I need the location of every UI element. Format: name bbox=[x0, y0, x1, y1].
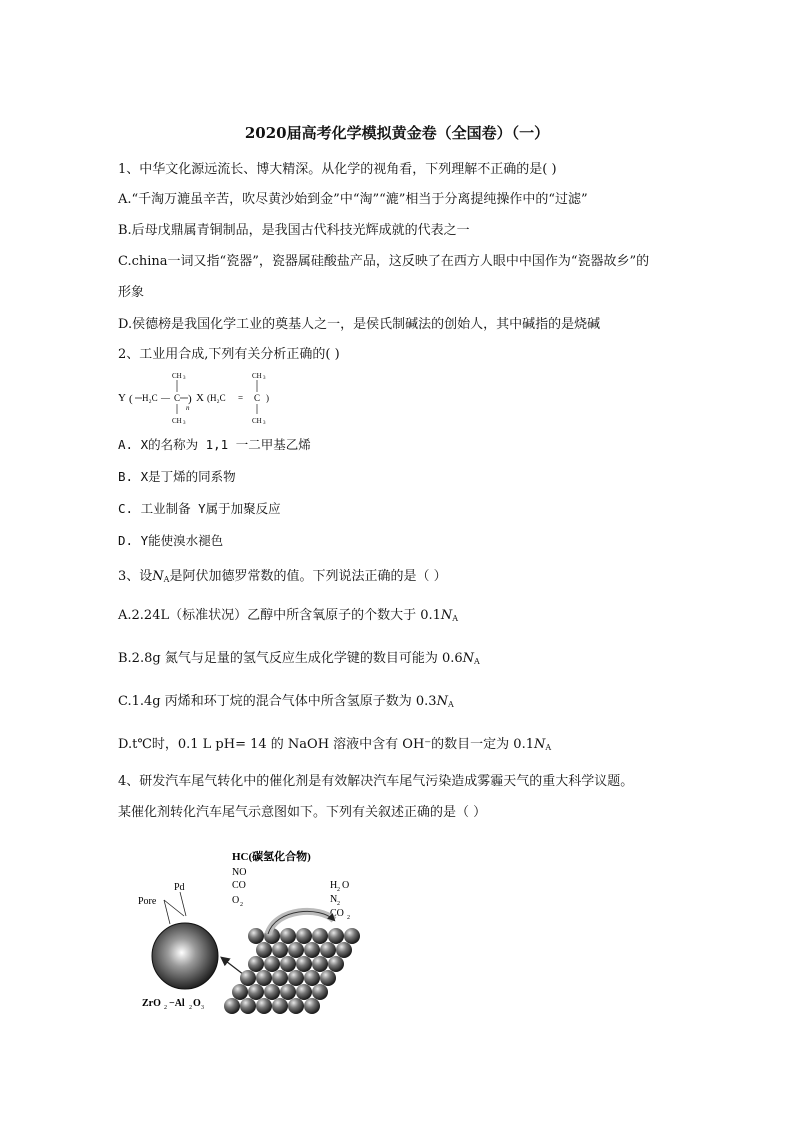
question-3-option-b bbox=[118, 647, 480, 666]
label-hydrocarbon: HC(碳氢化合物) bbox=[232, 851, 311, 863]
polymer-monomer-formula bbox=[116, 368, 296, 426]
page-title: 2020届高考化学模拟黄金卷（全国卷）（一） bbox=[244, 124, 550, 142]
surface-atom bbox=[248, 956, 264, 972]
surface-atom bbox=[328, 928, 344, 944]
formula-ch3-top-sub: 3 bbox=[183, 376, 186, 381]
label-support: ZrO bbox=[142, 998, 161, 1009]
label-h2o-subscript: 2 bbox=[337, 887, 340, 893]
question-3-option-a-text: A.2.24L（标准状况）乙醇中所含氧原子的个数大于 0.1 bbox=[118, 608, 441, 623]
catalyst-particle bbox=[152, 923, 218, 989]
label-co2-subscript: 2 bbox=[347, 915, 350, 921]
pd-pointer-line bbox=[180, 892, 186, 916]
surface-atom bbox=[232, 984, 248, 1000]
formula-ch3-bottom: CH bbox=[172, 417, 182, 425]
surface-atom bbox=[240, 970, 256, 986]
surface-atom bbox=[224, 998, 240, 1014]
surface-atom bbox=[280, 956, 296, 972]
label-support-sub-zro2: 2 bbox=[164, 1005, 167, 1011]
question-1-option-c-continued: 形象 bbox=[118, 285, 145, 300]
surface-atom bbox=[280, 928, 296, 944]
label-no: NO bbox=[232, 867, 247, 878]
surface-atom bbox=[336, 942, 352, 958]
label-support-sub-o3: 3 bbox=[201, 1005, 204, 1011]
label-h2o-o: O bbox=[342, 880, 350, 891]
question-3-stem-suffix: 是阿伏加德罗常数的值。下列说法正确的是（ ） bbox=[169, 569, 447, 584]
question-2-option-a: A. X的名称为 1,1 一二甲基乙烯 bbox=[118, 437, 311, 452]
label-o2: O bbox=[232, 895, 240, 906]
question-1-option-b: B.后母戊鼎属青铜制品，是我国古代科技光辉成就的代表之一 bbox=[118, 223, 470, 238]
formula-c-monomer: C bbox=[254, 393, 261, 403]
question-3-stem-prefix: 3、设 bbox=[118, 569, 153, 584]
question-2-option-b: B. X是丁烯的同系物 bbox=[118, 469, 236, 484]
label-co: CO bbox=[232, 880, 246, 891]
surface-atom bbox=[344, 928, 360, 944]
avogadro-subscript: A bbox=[447, 700, 454, 709]
label-support-al: −Al bbox=[169, 998, 185, 1009]
surface-atom bbox=[312, 956, 328, 972]
label-o2-subscript: 2 bbox=[240, 902, 243, 908]
question-2-stem: 2、工业用合成,下列有关分析正确的( ) bbox=[118, 347, 340, 362]
formula-ch3-top: CH bbox=[172, 372, 182, 380]
catalyst-diagram bbox=[130, 846, 370, 1026]
formula-x: X bbox=[196, 392, 204, 404]
surface-atom bbox=[264, 984, 280, 1000]
surface-atom bbox=[272, 998, 288, 1014]
label-co2: CO bbox=[330, 908, 344, 919]
question-3-option-c bbox=[118, 690, 454, 709]
label-support-o: O bbox=[193, 998, 201, 1009]
surface-atom bbox=[304, 970, 320, 986]
surface-atom bbox=[272, 942, 288, 958]
surface-atom bbox=[272, 970, 288, 986]
question-3-stem bbox=[118, 565, 447, 584]
question-3-option-b-text: B.2.8g 氮气与足量的氢气反应生成化学键的数目可能为 0.6 bbox=[118, 651, 463, 666]
surface-atom bbox=[296, 984, 312, 1000]
formula-bracket-left: ( bbox=[129, 393, 133, 405]
surface-atom bbox=[296, 928, 312, 944]
formula-monomer: (H₂C bbox=[207, 393, 226, 403]
question-3-option-d-text: D.t℃时，0.1 L pH= 14 的 NaOH 溶液中含有 OH⁻的数目一定为 0.1 bbox=[118, 737, 534, 752]
formula-c-center: C bbox=[174, 393, 181, 403]
formula-ch3-bottom-sub: 3 bbox=[183, 421, 186, 426]
question-1-stem: 1、中华文化源远流长、博大精深。从化学的视角看，下列理解不正确的是( ) bbox=[118, 162, 557, 177]
formula-ch3-bottom-monomer-sub: 3 bbox=[263, 421, 266, 426]
label-n2-subscript: 2 bbox=[337, 901, 340, 907]
question-1-option-c: C.china一词又指“瓷器”，瓷器属硅酸盐产品，这反映了在西方人眼中中国作为“瓷器故乡”的 bbox=[118, 254, 650, 269]
question-3-option-a bbox=[118, 604, 458, 623]
label-pore: Pore bbox=[138, 896, 157, 907]
formula-ch3-bottom-monomer: CH bbox=[252, 417, 262, 425]
question-3-option-d bbox=[118, 733, 551, 752]
question-1-option-a: A.“千淘万漉虽辛苦，吹尽黄沙始到金”中“淘”“漉”相当于分离提纯操作中的“过滤” bbox=[118, 192, 588, 207]
formula-n: n bbox=[186, 404, 190, 412]
avogadro-symbol: N bbox=[436, 694, 448, 709]
catalyst-surface-pile bbox=[224, 928, 360, 1014]
formula-ch3-top-monomer: CH bbox=[252, 372, 262, 380]
avogadro-symbol: N bbox=[533, 737, 546, 752]
question-3-option-c-text: C.1.4g 丙烯和环丁烷的混合气体中所含氢原子数为 0.3 bbox=[118, 694, 437, 709]
avogadro-subscript: A bbox=[452, 614, 459, 623]
formula-dash: — bbox=[161, 393, 170, 403]
label-pd: Pd bbox=[174, 882, 185, 893]
formula-close-paren: ) bbox=[266, 393, 269, 403]
surface-atom bbox=[288, 970, 304, 986]
question-4-stem: 4、研发汽车尾气转化中的催化剂是有效解决汽车尾气污染造成雾霾天气的重大科学议题。 bbox=[118, 774, 634, 789]
formula-double-bond: = bbox=[238, 393, 244, 403]
label-h2o: H bbox=[330, 880, 338, 891]
avogadro-symbol: N bbox=[462, 651, 474, 666]
avogadro-subscript: A bbox=[545, 743, 552, 752]
question-2-option-c: C. 工业制备 Y属于加聚反应 bbox=[118, 501, 281, 516]
surface-atom bbox=[264, 956, 280, 972]
avogadro-subscript: A bbox=[163, 575, 170, 584]
question-1-option-d: D.侯德榜是我国化学工业的奠基人之一，是侯氏制碱法的创始人，其中碱指的是烧碱 bbox=[118, 317, 601, 332]
surface-atom bbox=[312, 984, 328, 1000]
surface-atom bbox=[304, 942, 320, 958]
label-support-sub-al2: 2 bbox=[189, 1005, 192, 1011]
surface-atom bbox=[328, 956, 344, 972]
question-2-option-d: D. Y能使溴水褪色 bbox=[118, 533, 224, 548]
surface-atom bbox=[248, 984, 264, 1000]
label-n2: N bbox=[330, 894, 338, 905]
surface-atom bbox=[256, 942, 272, 958]
formula-y: Y bbox=[118, 392, 126, 404]
question-4-stem-continued: 某催化剂转化汽车尾气示意图如下。下列有关叙述正确的是（ ） bbox=[118, 805, 487, 820]
formula-ch3-top-monomer-sub: 3 bbox=[263, 376, 266, 381]
surface-atom bbox=[280, 984, 296, 1000]
surface-atom bbox=[304, 998, 320, 1014]
surface-atom bbox=[288, 998, 304, 1014]
surface-atom bbox=[256, 998, 272, 1014]
avogadro-subscript: A bbox=[474, 657, 480, 666]
surface-atom bbox=[320, 970, 336, 986]
surface-atom bbox=[288, 942, 304, 958]
surface-atom bbox=[240, 998, 256, 1014]
avogadro-symbol: N bbox=[152, 569, 164, 584]
surface-atom bbox=[256, 970, 272, 986]
surface-atom bbox=[320, 942, 336, 958]
formula-bracket-right: ) bbox=[188, 393, 192, 405]
avogadro-symbol: N bbox=[440, 608, 453, 623]
surface-atom bbox=[312, 928, 328, 944]
surface-atom bbox=[296, 956, 312, 972]
surface-atom bbox=[248, 928, 264, 944]
formula-ch2c-left: H₂C bbox=[142, 393, 158, 403]
